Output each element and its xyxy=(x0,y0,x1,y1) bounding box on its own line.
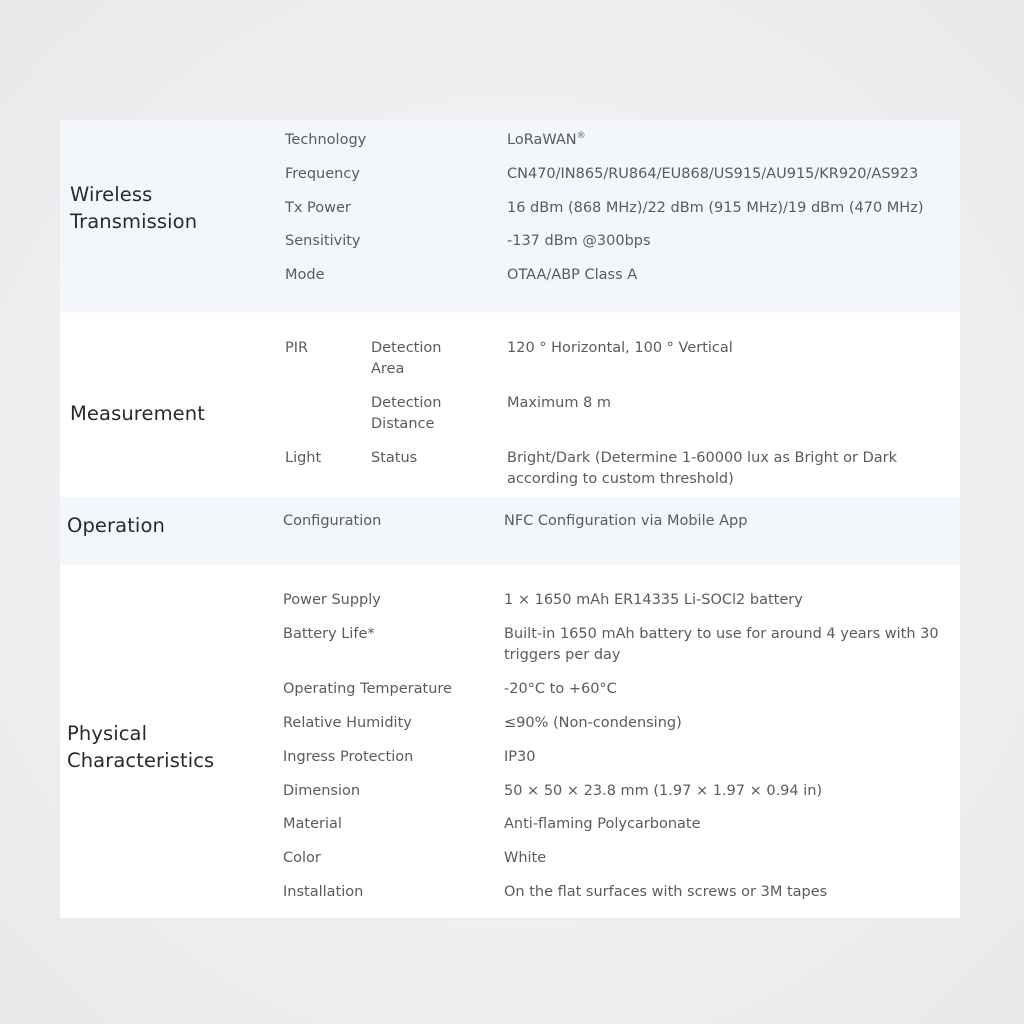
spec-label: Material xyxy=(283,816,342,832)
spec-label: Battery Life* xyxy=(283,626,375,642)
spec-value: 120 ° Horizontal, 100 ° Vertical xyxy=(507,340,733,356)
spec-value: On the flat surfaces with screws or 3M tapes xyxy=(504,884,828,900)
spec-value: -137 dBm @300bps xyxy=(507,233,651,249)
spec-label: Status xyxy=(371,450,418,466)
category-title: Wireless Transmission xyxy=(70,183,198,233)
spec-value: -20°C to +60°C xyxy=(504,681,617,697)
spec-label: Technology xyxy=(285,132,367,148)
category-title: Measurement xyxy=(70,402,205,425)
section-wireless-transmission xyxy=(60,120,960,312)
spec-group: Light xyxy=(285,450,322,466)
spec-value: 50 × 50 × 23.8 mm (1.97 × 1.97 × 0.94 in) xyxy=(504,783,823,799)
spec-value xyxy=(507,130,586,151)
registered-mark: ® xyxy=(576,131,586,141)
spec-sheet xyxy=(60,120,960,918)
spec-value: 1 × 1650 mAh ER14335 Li-SOCl2 battery xyxy=(504,592,803,608)
spec-value: 16 dBm (868 MHz)/22 dBm (915 MHz)/19 dBm (470 MHz) xyxy=(507,200,924,216)
spec-label: Frequency xyxy=(285,166,360,182)
spec-value: Bright/Dark (Determine 1-60000 lux as Bright or Dark according to custom threshold) xyxy=(507,450,897,487)
spec-label: Mode xyxy=(285,267,325,283)
spec-label: Ingress Protection xyxy=(283,749,414,765)
spec-label: Sensitivity xyxy=(285,233,361,249)
spec-label: Detection Area xyxy=(371,340,442,377)
spec-label: Operating Temperature xyxy=(283,681,452,697)
spec-value: White xyxy=(504,850,547,866)
spec-label: Installation xyxy=(283,884,364,900)
spec-value-text: LoRaWAN xyxy=(507,132,577,148)
spec-value: NFC Configuration via Mobile App xyxy=(504,513,748,529)
category-title: Physical Characteristics xyxy=(67,722,215,772)
section-measurement xyxy=(60,312,960,497)
spec-label: Detection Distance xyxy=(371,395,442,432)
spec-label: Dimension xyxy=(283,783,361,799)
spec-value: Built-in 1650 mAh battery to use for around 4 years with 30 triggers per day xyxy=(504,626,939,663)
spec-label: Power Supply xyxy=(283,592,381,608)
spec-label: Configuration xyxy=(283,513,382,529)
section-operation xyxy=(60,497,960,565)
spec-value: IP30 xyxy=(504,749,536,765)
spec-label: Tx Power xyxy=(285,200,351,216)
spec-group: PIR xyxy=(285,340,309,356)
section-physical-characteristics xyxy=(60,565,960,918)
spec-value: Anti-flaming Polycarbonate xyxy=(504,816,701,832)
spec-label: Relative Humidity xyxy=(283,715,412,731)
spec-value: OTAA/ABP Class A xyxy=(507,267,638,283)
category-title: Operation xyxy=(67,514,165,537)
spec-value: CN470/IN865/RU864/EU868/US915/AU915/KR920/AS923 xyxy=(507,166,919,182)
spec-value: Maximum 8 m xyxy=(507,395,612,411)
spec-label: Color xyxy=(283,850,321,866)
spec-value: ≤90% (Non-condensing) xyxy=(504,715,682,731)
